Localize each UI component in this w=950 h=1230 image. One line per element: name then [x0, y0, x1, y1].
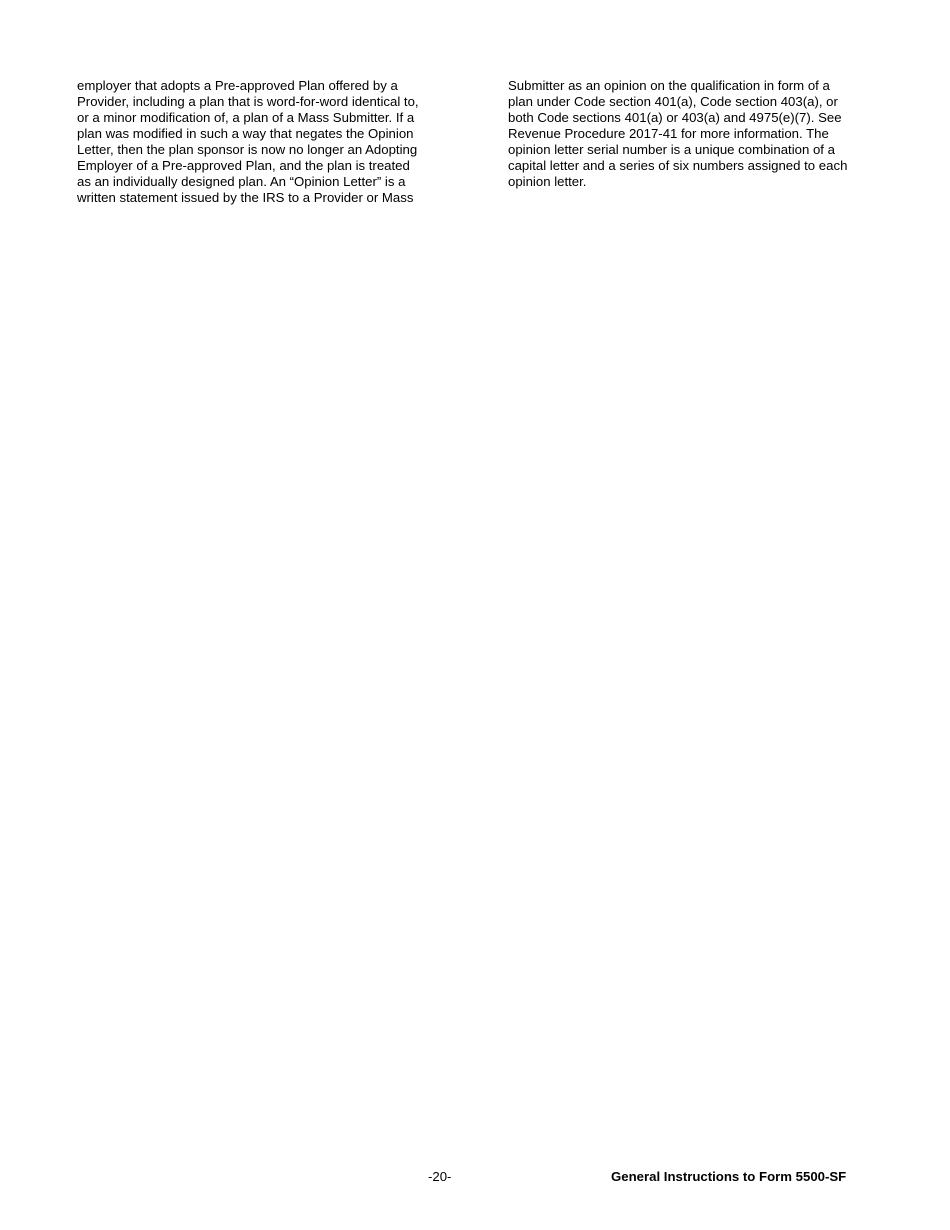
left-text-column — [77, 78, 457, 206]
text-line: plan was modified in such a way that negates the Opinion — [77, 126, 414, 141]
text-line: capital letter and a series of six numbers assigned to each — [508, 158, 848, 173]
text-line: Letter, then the plan sponsor is now no longer an Adopting — [77, 142, 418, 157]
text-line: Revenue Procedure 2017-41 for more information. The — [508, 126, 829, 141]
footer-title: General Instructions to Form 5500-SF — [611, 1169, 847, 1184]
text-line: plan under Code section 401(a), Code section 403(a), or — [508, 94, 838, 109]
text-line: Submitter as an opinion on the qualification in form of a — [508, 78, 830, 93]
text-line: employer that adopts a Pre-approved Plan offered by a — [77, 78, 398, 93]
text-line: both Code sections 401(a) or 403(a) and 4975(e)(7). See — [508, 110, 842, 125]
text-line: written statement issued by the IRS to a Provider or Mass — [77, 190, 414, 205]
text-line: Provider, including a plan that is word-for-word identical to, — [77, 94, 419, 109]
text-line: opinion letter serial number is a unique combination of a — [508, 142, 835, 157]
text-line: or a minor modification of, a plan of a Mass Submitter. If a — [77, 110, 415, 125]
page-number: -20- — [428, 1169, 452, 1184]
text-line: Employer of a Pre-approved Plan, and the plan is treated — [77, 158, 410, 173]
text-line: as an individually designed plan. An “Opinion Letter” is a — [77, 174, 406, 189]
right-text-column — [508, 78, 888, 190]
text-line: opinion letter. — [508, 174, 587, 189]
